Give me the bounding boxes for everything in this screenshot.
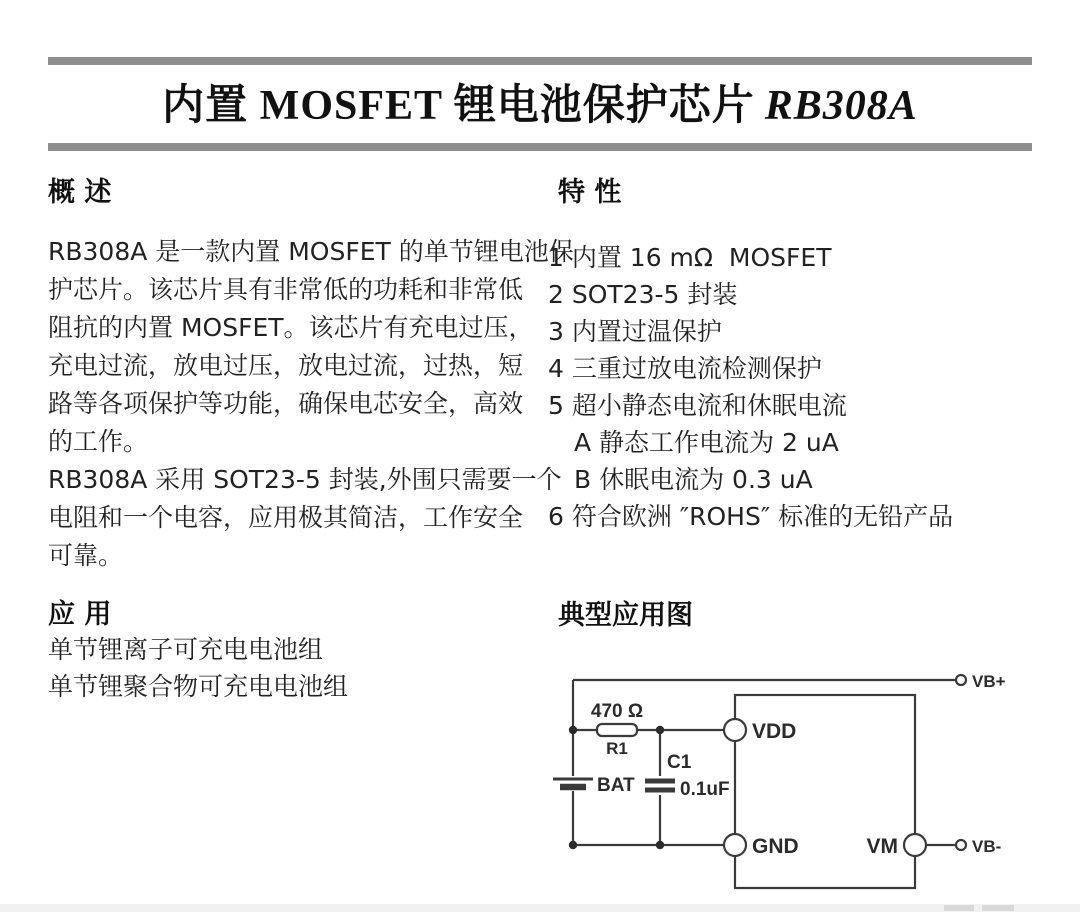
gnd-pin-circle <box>724 834 746 856</box>
resistor-ref-label: R1 <box>606 739 628 758</box>
overview-line: 充电过流，放电过压，放电过流，过热，短 <box>48 351 524 380</box>
overview-line: 护芯片。该芯片具有非常低的功耗和非常低 <box>48 275 524 304</box>
vm-pin-circle <box>904 834 926 856</box>
scrollbar-thumb[interactable] <box>982 905 1014 911</box>
vm-pin-label: VM <box>866 835 898 858</box>
title-model: RB308A <box>764 83 918 129</box>
feature-item: 6 符合欧洲 ″ROHS″ 标准的无铅产品 <box>548 502 954 531</box>
feature-item: 5 超小静态电流和休眠电流 <box>548 391 847 420</box>
overview-line: RB308A 采用 SOT23-5 封装,外围只需要一个 <box>48 465 562 494</box>
feature-subitem: A 静态工作电流为 2 uA <box>574 428 839 457</box>
overview-line: 电阻和一个电容，应用极其简洁，工作安全 <box>48 503 524 532</box>
vb-minus-label: VB- <box>972 837 1002 856</box>
features-heading: 特 性 <box>558 177 622 208</box>
application-item: 单节锂聚合物可充电电池组 <box>48 672 349 701</box>
page-title <box>48 72 1032 132</box>
title-rule-top <box>48 57 1032 65</box>
scrollbar-thumb[interactable] <box>944 905 974 911</box>
junction-dot <box>656 841 664 849</box>
vb-plus-label: VB+ <box>972 672 1006 691</box>
overview-line: 阻抗的内置 MOSFET。该芯片有充电过压， <box>48 313 534 342</box>
junction-dot <box>569 841 577 849</box>
title-text: 内置 MOSFET 锂电池保护芯片 <box>162 83 755 129</box>
capacitor-value-label: 0.1uF <box>680 779 730 800</box>
capacitor-ref-label: C1 <box>667 752 692 773</box>
gnd-pin-label: GND <box>752 835 799 858</box>
feature-item: 2 SOT23-5 封装 <box>548 280 738 309</box>
junction-dot <box>656 726 664 734</box>
overview-line: 路等各项保护等功能，确保电芯安全，高效 <box>48 389 524 418</box>
typical-application-circuit <box>545 655 1055 905</box>
overview-line: 可靠。 <box>48 541 124 570</box>
vb-minus-terminal <box>956 840 966 850</box>
junction-dot <box>569 726 577 734</box>
overview-line: 的工作。 <box>48 427 149 456</box>
applications-heading: 应 用 <box>48 599 112 630</box>
feature-item: 4 三重过放电流检测保护 <box>548 354 822 383</box>
resistor-value-label: 470 Ω <box>590 701 644 722</box>
battery-label: BAT <box>597 775 635 796</box>
vb-plus-terminal <box>956 675 966 685</box>
application-item: 单节锂离子可充电电池组 <box>48 635 324 664</box>
vdd-pin-circle <box>724 719 746 741</box>
overview-heading: 概 述 <box>48 177 112 208</box>
overview-line: RB308A 是一款内置 MOSFET 的单节锂电池保 <box>48 237 574 266</box>
resistor-body <box>597 724 637 736</box>
feature-subitem: B 休眠电流为 0.3 uA <box>574 465 813 494</box>
feature-item: 3 内置过温保护 <box>548 317 722 346</box>
feature-item: 1 内置 16 mΩ MOSFET <box>548 243 832 272</box>
title-rule-bottom <box>48 143 1032 151</box>
horizontal-scrollbar[interactable] <box>0 904 1080 912</box>
typical-application-heading: 典型应用图 <box>558 600 693 631</box>
vdd-pin-label: VDD <box>752 720 797 743</box>
